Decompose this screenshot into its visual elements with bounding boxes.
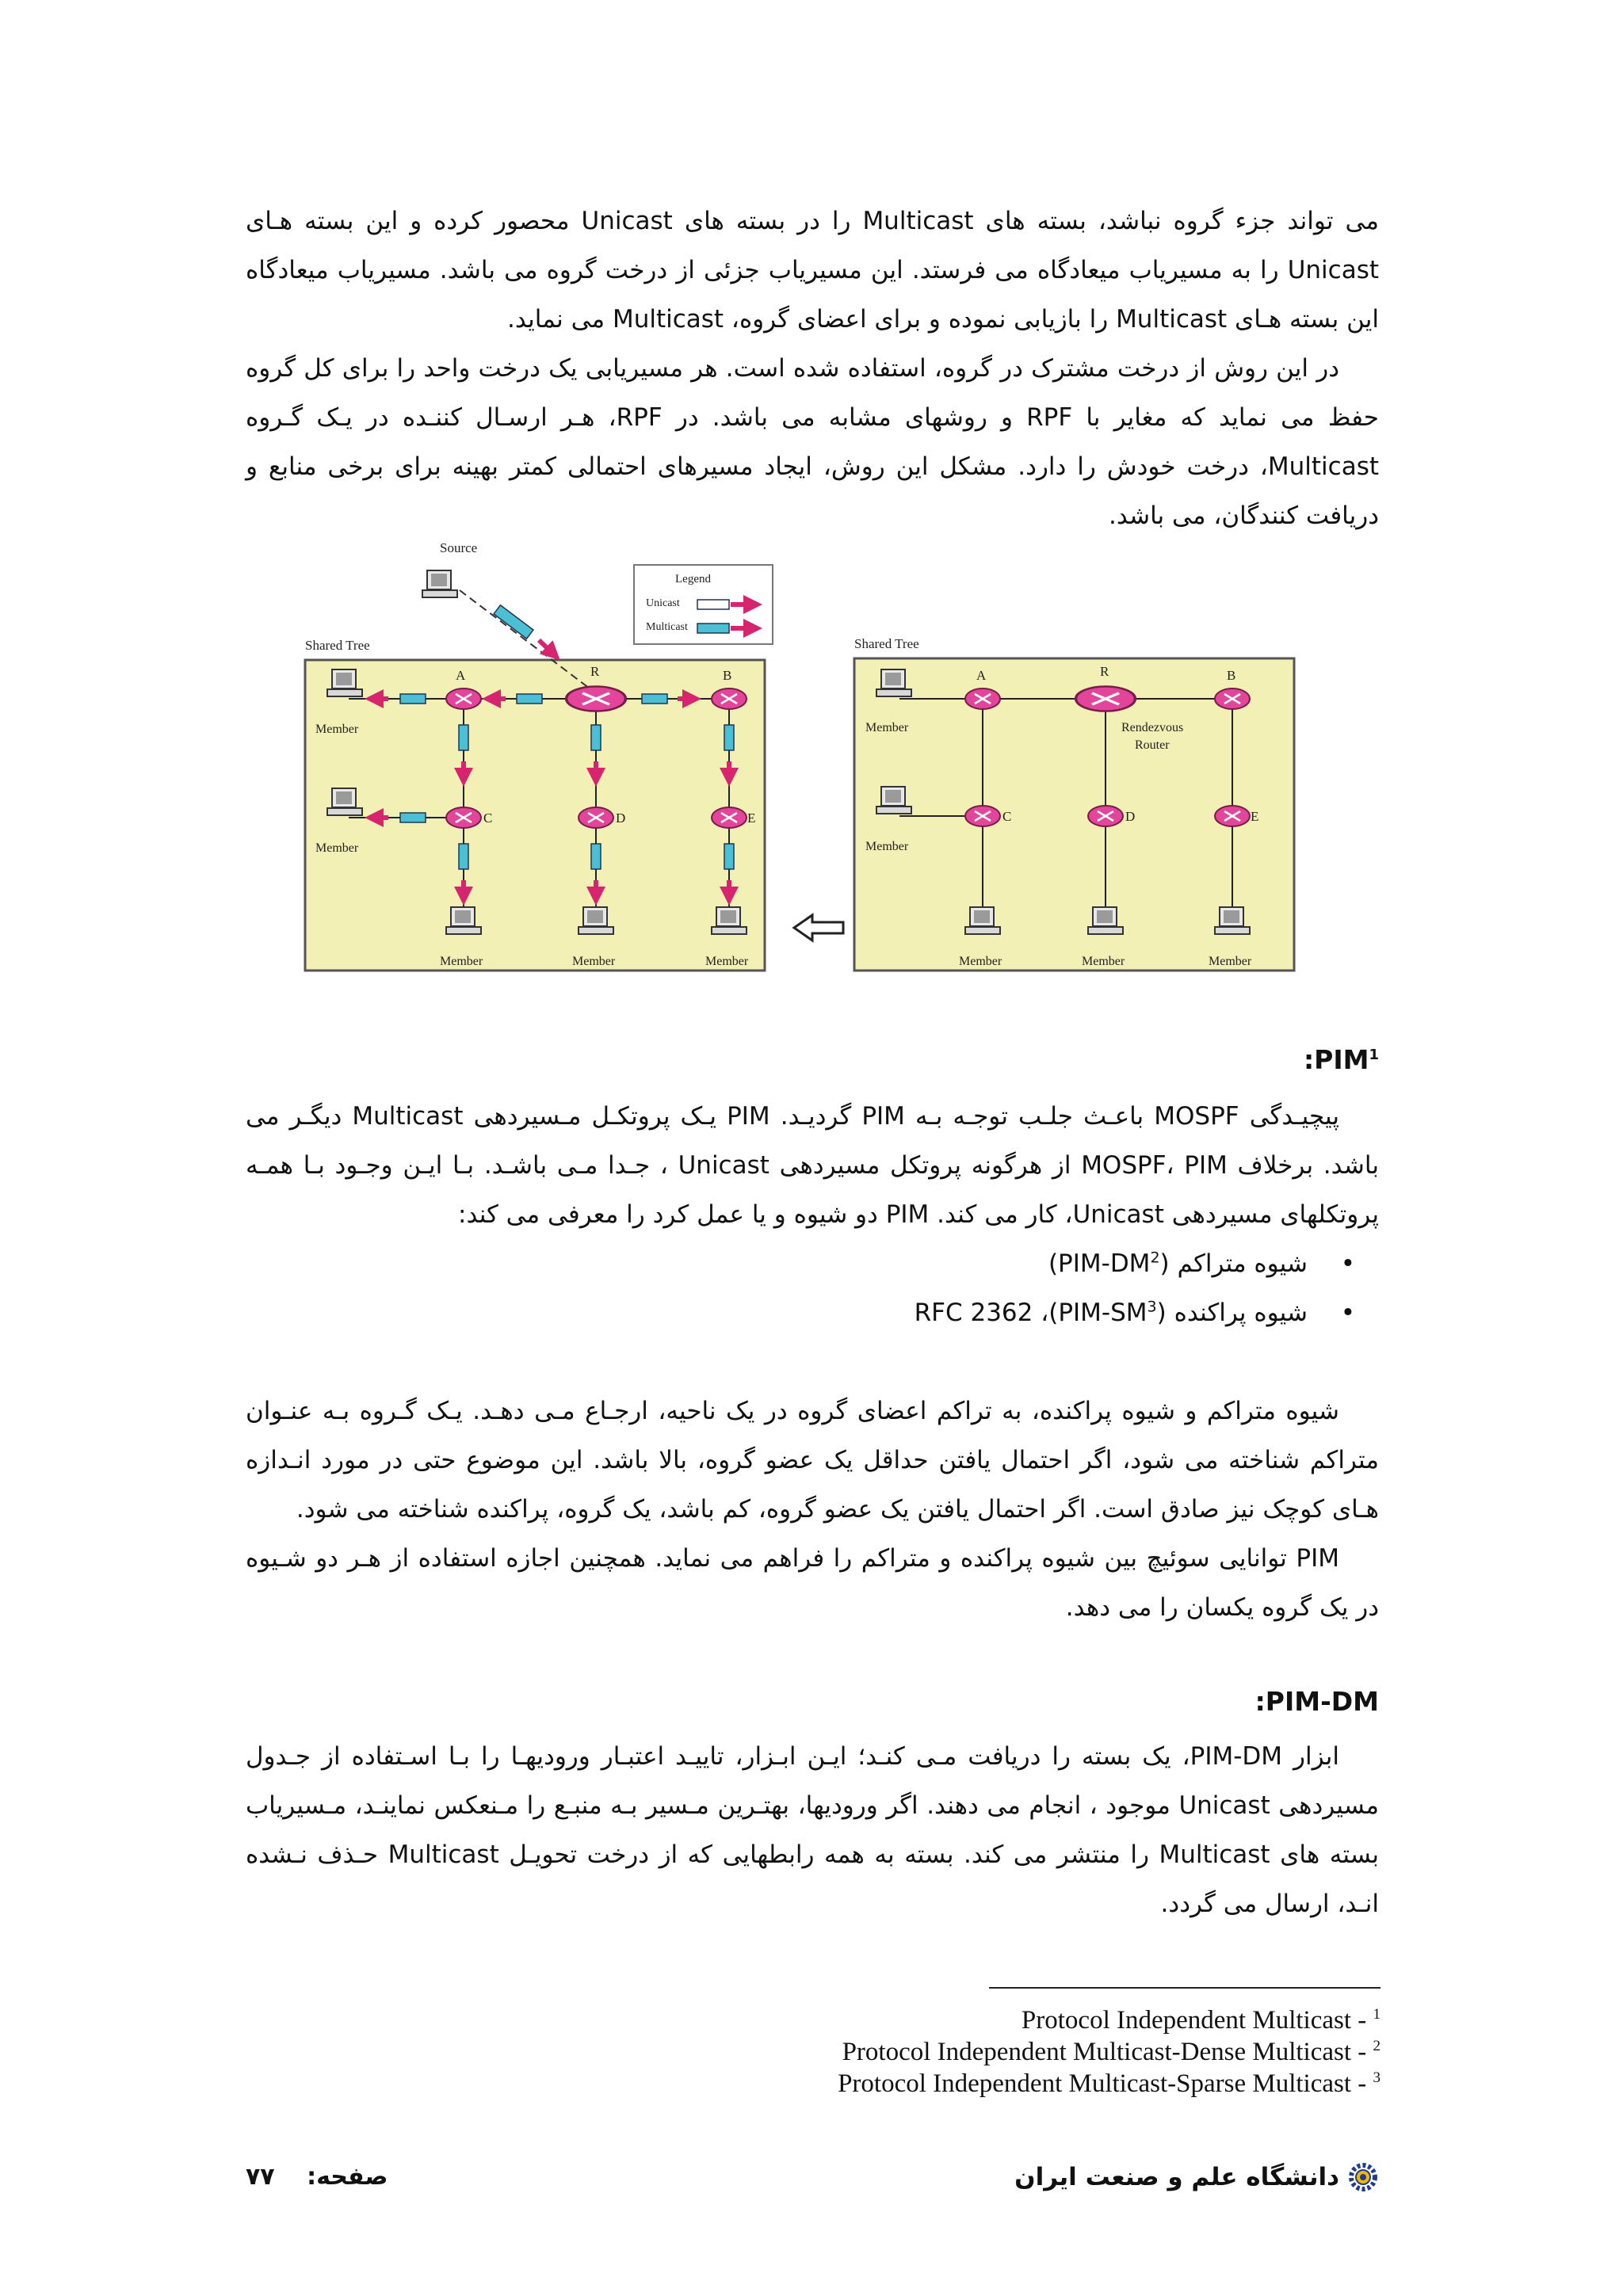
source-computer-icon [422,570,457,597]
router-label: Router [1135,738,1170,752]
footer-university [1014,2161,1379,2193]
pim-heading-text: PIM [1314,1044,1369,1075]
member-label: Member [705,955,749,968]
footnote-2: Protocol Independent Multicast-Dense Multicast - $^2$ [842,2038,1381,2066]
router-c-label: C [1002,809,1012,824]
router-a-icon [446,688,481,709]
legend-unicast-swatch [697,600,729,609]
pim-heading-ref: 1 [1369,1047,1379,1063]
paragraph-2: در این روش از درخت مشترک در گروه، استفاده شده است. هر مسیریابی یک درخت واحد را برای کل گروه حفظ می نماید که مغایر با RPF و روشهای مشابه می باشد. در RPF، هـر ارسـال کننـده در یـک گـروه Multicast، درخت خودش را دارد. مشکل این روش، ایجاد مسیرهای احتمالی کمتر بهینه برای برخی منابع و دریافت کنندگان، می باشد. [246,354,1379,530]
unicast-packet-icon [494,605,533,639]
footnote-1: Protocol Independent Multicast - $^1$ [1021,2006,1381,2035]
pimdm-section [246,1732,1379,1928]
router-b-icon [1215,688,1250,709]
pim-modes-list [246,1239,1379,1337]
legend-multicast-swatch [697,624,729,633]
page-label: صفحه: [307,2163,388,2191]
router-r-label: R [590,664,600,679]
intro-text [246,196,1379,540]
router-e-label: E [1251,809,1259,824]
page-number: ۷۷ [246,2163,275,2191]
member-label: Member [865,721,909,734]
router-d-icon [1088,806,1123,826]
router-e-icon [712,807,747,828]
source-label: Source [440,540,478,555]
gear-logo-icon [1347,2161,1379,2193]
legend-title: Legend [675,573,711,585]
footer-page-number [246,2163,388,2191]
member-label: Member [315,841,359,855]
router-a-label: A [976,668,987,683]
router-e-label: E [747,810,756,826]
member-label: Member [572,955,616,968]
paragraph-1: می تواند جزء گروه نباشد، بسته های Multicast را در بسته های Unicast محصور کرده و این بسته هـای Unicast را به مسیریاب میعادگاه می فرستد. این مسیریاب جزئی از درخت گروه می باشد. مسیریاب میعادگاه این بسته هـای Multicast را بازیابی نموده و برای اعضای گروه، Multicast می نماید. [246,207,1379,334]
shared-tree-label-left: Shared Tree [305,638,370,653]
pim-heading: PIM$^1$: [1303,1044,1379,1075]
pimdm-heading: PIM-DM: [1254,1686,1379,1717]
pim-paragraph-3: PIM توانایی سوئیچ بین شیوه پراکنده و متراکم را فراهم می نماید. همچنین اجازه استفاده از هـر دو شـیوه در یک گروه یکسان را می دهد. [246,1544,1379,1622]
rendezvous-label: Rendezvous [1121,721,1184,734]
router-b-label: B [723,668,732,683]
shared-tree-figure [301,527,1300,986]
member-label: Member [1082,955,1125,968]
member-label: Member [865,840,909,853]
legend-unicast-label: Unicast [646,597,680,609]
router-c-label: C [483,810,493,826]
pim-section [246,1092,1379,1632]
university-name: دانشگاه علم و صنعت ایران [1014,2163,1339,2191]
router-b-icon [712,688,747,709]
pim-paragraph-2: شیوه متراکم و شیوه پراکنده، به تراکم اعضای گروه در یک ناحیه، ارجـاع مـی دهـد. یـک گـروه بـه عنـوان متراکم شناخته می شود، اگر احتمال یافتن حداقل یک عضو گروه، بالا باشد. این موضوع حتی در مورد انـدازه هـای کوچک نیز صادق است. اگر احتمال یافتن یک عضو گروه، کم باشد، یک گروه، پراکنده شناخته می شود. [246,1397,1379,1524]
shared-tree-label-right: Shared Tree [854,636,919,651]
router-c-icon [965,806,1000,826]
member-label: Member [1209,955,1252,968]
list-item: • شیوه متراکم $(PIM-DM^2)$ [246,1239,1379,1288]
pimdm-paragraph-1: ابزار PIM-DM، یک بسته را دریافت مـی کنـد؛ ایـن ابـزار، تاییـد اعتبـار ورودیهـا را بـا اسـتفاده از جـدول مسیردهی Unicast موجود ، انجام می دهند. اگر ورودیها، بهتـرین مـسیر بـه منبـع را مـنعکس نماینـد، مـسیریاب بسته های Multicast را منتشر می کند. بسته به همه رابطهایی که از درخت تحویـل Multicast حـذف نـشده انـد، ارسال می گردد. [246,1742,1379,1918]
member-label: Member [959,955,1002,968]
footnote-3: Protocol Independent Multicast-Sparse Multicast - $^3$ [838,2069,1381,2098]
member-label: Member [315,723,359,736]
legend-multicast-label: Multicast [646,621,688,633]
router-r-icon [567,686,626,711]
footnotes [838,2004,1381,2100]
router-b-label: B [1227,668,1236,683]
list-item: • شیوه پراکنده $(PIM-SM^3)،$ RFC 2362 [246,1288,1379,1337]
router-r-label: R [1100,664,1109,679]
router-a-icon [965,688,1000,709]
member-label: Member [440,955,483,968]
router-e-icon [1215,806,1250,826]
router-a-label: A [456,668,466,683]
router-d-label: D [616,810,626,826]
router-d-label: D [1125,809,1136,824]
footnote-separator [989,1987,1381,1989]
rendezvous-router-icon [1076,686,1136,711]
router-d-icon [579,807,613,828]
router-c-icon [446,807,481,828]
left-arrow-icon [794,915,843,940]
pim-paragraph-1: پیچیـدگی MOSPF باعـث جلـب توجـه بـه PIM گردیـد. PIM یـک پروتکـل مـسیردهی Multicast دیگـر می باشد. برخلاف MOSPF، PIM از هرگونه پروتکل مسیردهی Unicast ، جـدا مـی باشـد. بـا ایـن وجـود بـا همـه پروتکلهای مسیردهی Unicast، کار می کند. PIM دو شیوه و یا عمل کرد را معرفی می کند: [246,1102,1379,1229]
